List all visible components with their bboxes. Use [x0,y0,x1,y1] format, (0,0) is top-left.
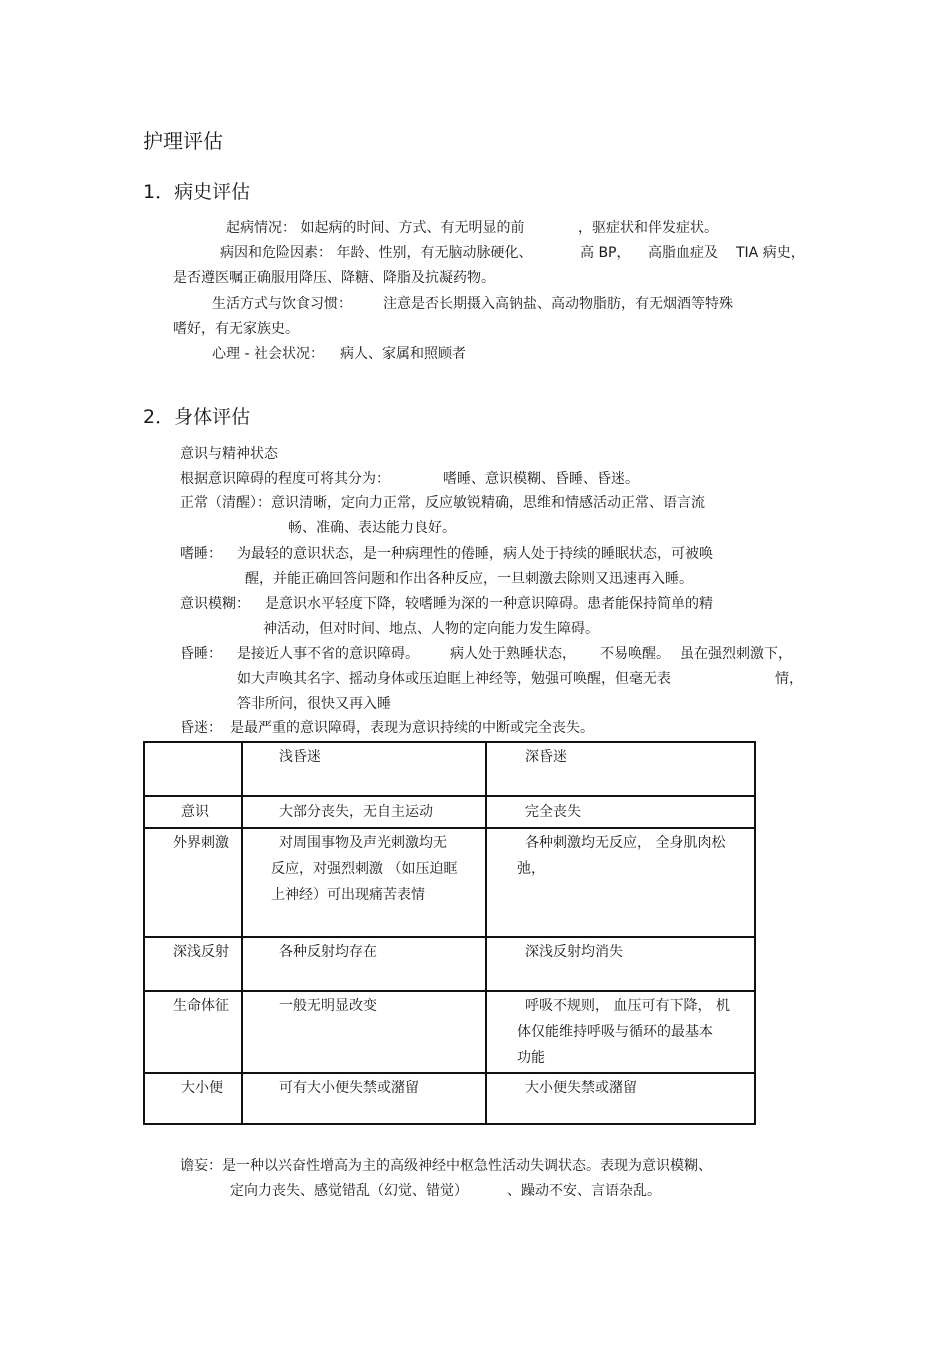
coma-text: 是最严重的意识障碍，表现为意识持续的中断或完全丧失。 [230,720,594,736]
stupor-text-2-end: 情， [775,671,803,687]
row-label-cell [144,937,242,991]
psychosocial-label: 心理 - 社会状况： [212,346,324,362]
header-text: 浅昏迷 [279,749,321,765]
onset-line: 起病情况： 如起病的时间、方式、有无明显的前 [226,220,525,236]
table-header-empty [144,742,242,796]
table-header-deep [486,742,755,796]
stupor-text-3: 答非所问，很快又再入睡 [237,696,391,712]
risk-line-bp: 高 BP， [580,245,631,261]
shallow-text: 可有大小便失禁或潴留 [279,1080,419,1096]
stupor-text-2: 如大声唤其名字、摇动身体或压迫眶上神经等，勉强可唤醒，但毫无表 [237,671,671,687]
deep-text: 功能 [517,1050,545,1066]
delirium-line-2: 定向力丧失、感觉错乱（幻觉、错觉） [230,1183,468,1199]
stupor-text-a: 是接近人事不省的意识障碍。 [237,646,419,662]
table-row [144,991,755,1073]
deep-text: 体仅能维持呼吸与循环的最基本 [517,1024,713,1040]
table-header-shallow [242,742,486,796]
row-label: 深浅反射 [173,944,229,960]
normal-line: 正常（清醒）：意识清晰，定向力正常，反应敏锐精确，思维和情感活动正常、语言流 [180,495,705,511]
shallow-text: 反应，对强烈刺激 （如压迫眶 [271,861,458,877]
row-label-cell [144,828,242,937]
confusion-text-2: 神活动，但对时间、地点、人物的定向能力发生障碍。 [263,621,599,637]
deep-cell [486,937,755,991]
shallow-cell [242,796,486,828]
deep-text: 弛， [517,861,545,877]
confusion-label: 意识模糊： [180,596,250,612]
coma-label: 昏迷： [180,720,222,736]
table-row [144,937,755,991]
shallow-text: 对周围事物及声光刺激均无 [279,835,447,851]
risk-line: 病因和危险因素： 年龄、性别，有无脑动脉硬化、 [220,245,533,261]
shallow-cell [242,991,486,1073]
classification-label: 根据意识障碍的程度可将其分为： [180,471,390,487]
table-row [144,828,755,937]
lifestyle-text: 注意是否长期摄入高钠盐、高动物脂肪，有无烟酒等特殊 [383,296,733,312]
lifestyle-line-2: 嗜好，有无家族史。 [173,321,299,337]
deep-text: 各种刺激均无反应， 全身肌肉松 [525,835,726,851]
section-heading-history: 1．病史评估 [143,181,251,203]
deep-text: 完全丧失 [525,804,581,820]
stupor-text-c: 不易唤醒。 [600,646,670,662]
row-label-cell [144,796,242,828]
section-heading-physical: 2．身体评估 [143,406,251,428]
risk-line-lipid: 高脂血症及 [648,245,718,261]
drowsy-text-2: 醒，并能正确回答问题和作出各种反应，一旦刺激去除则又迅速再入睡。 [245,571,693,587]
coma-comparison-table [143,741,756,1125]
classification-values: 嗜睡、意识模糊、昏睡、昏迷。 [443,471,639,487]
deep-cell [486,1073,755,1124]
row-label-cell [144,1073,242,1124]
delirium-line-2-end: 、躁动不安、言语杂乱。 [507,1183,661,1199]
stupor-text-d: 虽在强烈刺激下， [680,646,792,662]
stupor-label: 昏睡： [180,646,222,662]
deep-text: 呼吸不规则， 血压可有下降， 机 [525,998,730,1014]
shallow-text: 一般无明显改变 [279,998,377,1014]
onset-line-cont: ，驱症状和伴发症状。 [578,220,718,236]
psychosocial-text: 病人、家属和照顾者 [340,346,466,362]
page-title: 护理评估 [143,129,223,153]
lifestyle-label: 生活方式与饮食习惯： [212,296,352,312]
deep-cell [486,796,755,828]
shallow-cell [242,937,486,991]
risk-line-2: 是否遵医嘱正确服用降压、降糖、降脂及抗凝药物。 [173,270,495,286]
confusion-text: 是意识水平轻度下降，较嗜睡为深的一种意识障碍。患者能保持简单的精 [265,596,713,612]
deep-cell [486,991,755,1073]
drowsy-text: 为最轻的意识状态，是一种病理性的倦睡，病人处于持续的睡眠状态，可被唤 [237,546,713,562]
row-label: 意识 [181,804,209,820]
shallow-text: 各种反射均存在 [279,944,377,960]
shallow-cell [242,828,486,937]
consciousness-heading: 意识与精神状态 [180,446,278,462]
risk-line-tia: TIA 病史， [736,245,805,261]
table-header-row [144,742,755,796]
stupor-text-b: 病人处于熟睡状态， [450,646,576,662]
deep-cell [486,828,755,937]
delirium-line: 谵妄：是一种以兴奋性增高为主的高级神经中枢急性活动失调状态。表现为意识模糊、 [180,1158,712,1174]
deep-text: 深浅反射均消失 [525,944,623,960]
row-label: 生命体征 [173,998,229,1014]
deep-text: 大小便失禁或潴留 [525,1080,637,1096]
normal-line-2: 畅、准确、表达能力良好。 [288,520,456,536]
row-label-cell [144,991,242,1073]
row-label: 外界刺激 [173,835,229,851]
table-row [144,1073,755,1124]
shallow-text: 大部分丧失，无自主运动 [279,804,433,820]
table-row [144,796,755,828]
drowsy-label: 嗜睡： [180,546,222,562]
shallow-text: 上神经）可出现痛苦表情 [271,887,425,903]
shallow-cell [242,1073,486,1124]
header-text: 深昏迷 [525,749,567,765]
row-label: 大小便 [181,1080,223,1096]
